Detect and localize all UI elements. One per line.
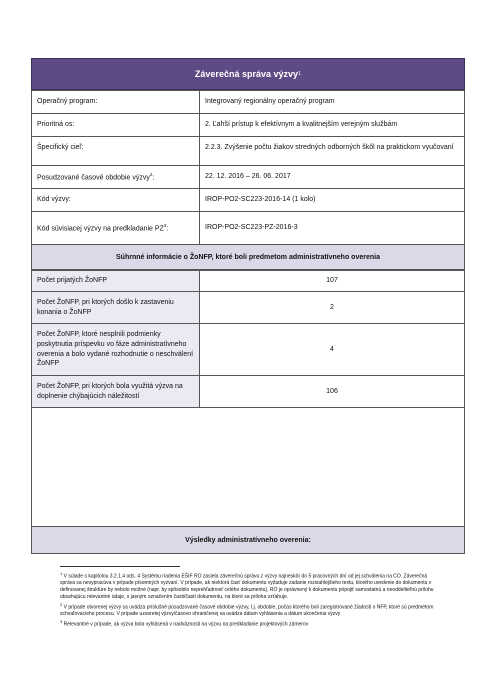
info-label: Kód výzvy: [32,189,200,212]
info-row-priority-axis [32,114,465,137]
info-row-program [32,91,465,114]
info-label: Prioritná os: [32,114,200,137]
summary-stats-table [31,270,465,408]
program-info-table [31,90,465,245]
info-label: Operačný program: [32,91,200,114]
stats-value: 107 [200,271,465,292]
report-title [31,58,465,90]
stats-row-rejected [32,324,465,376]
stats-label: Počet ŽoNFP, ktoré nesplnili podmienky poskytnutia príspevku vo fáze administratívneho overenia a bolo vydané rozhodnutie o neschválení ŽoNFP [32,324,200,376]
results-header: Výsledky administratívneho overenia: [31,527,465,554]
info-value: 2.2.3. Zvýšenie počtu žiakov stredných odborných škôl na praktickom vyučovaní [200,137,465,166]
stats-label: Počet prijatých ŽoNFP [32,271,200,292]
stats-value: 106 [200,376,465,408]
stats-value: 4 [200,324,465,376]
stats-label: Počet ŽoNFP, pri ktorých bola využitá výzva na doplnenie chýbajúcich náležitostí [32,376,200,408]
title-footnote-ref: 1 [298,71,302,77]
footnote-divider [60,566,180,567]
info-value: Integrovaný regionálny operačný program [200,91,465,114]
stats-row-supplemented [32,376,465,408]
info-row-call-code [32,189,465,212]
info-label: Špecifický cieľ: [32,137,200,166]
footnote-item: $^3$ Relevantné v prípade, ak výzva bola vyhlásená v nadväznosti na výzvu na predkladanie projektových zámerov [60,618,309,628]
footnote-item: $^2$ V prípade otvorenej výzvy sa uvádza príslušné posudzované časové obdobie výzvy, t.j. obdobie, počas ktorého boli zaregistrované žiadosti o NFP, ktoré sú predmetom schvaľovacieho procesu. V prípade uzavretej výzvy/časovo ohraničenej sa uvádza dátum vyhlásenia a dátum ukončenia výzvy [60,601,434,618]
info-row-period [32,166,465,189]
info-value: 22. 12. 2016 – 26. 06. 2017 [200,166,465,189]
report-document [31,58,465,554]
footnotes [60,566,440,629]
summary-header: Súhrnné informácie o ŽoNFP, ktoré boli predmetom administratívneho overenia [31,245,465,270]
info-label: Posudzované časové obdobie výzvy$^2$: [32,166,200,189]
info-value: 2. Ľahší prístup k efektívnym a kvalitnejším verejným službám [200,114,465,137]
stats-row-stopped [32,292,465,324]
info-label: Kód súvisiacej výzvy na predkladanie PZ$^3$: [32,212,200,245]
report-title-text: Záverečná správa výzvy [194,69,298,79]
empty-section [31,408,465,527]
info-row-specific-goal [32,137,465,166]
info-row-related-call [32,212,465,245]
footnote-item: $^1$ V súlade s kapitolou 3.2.1.4 ods. 4 Systému riadenia EŠIF RO zasiela záverečnú správu z výzvy najneskôr do 5 pracovných dní od jej schválenia na CO. Záverečná správa sa nevypracúva v prípade písomných vyzvaní. V prípade, ak niektorá časť dokumentu vyžaduje zadanie rozsiahlejšieho textu, ktorého uvedenie do dokumentu v definovanej štruktúre by nebolo možné (napr. by spôsobilo neprehľadnosť celého dokumentu), RO je oprávnený k dokumentu pripojiť samostatnú a neoddeliteľnú prílohu obsahujúcu relevantné údaje, s jasným označením časti/častí dokumentu, na ktoré sa príloha vzťahuje. [60,571,434,600]
info-value: IROP-PO2-SC223-2016-14 (1 kolo) [200,189,465,212]
info-value: IROP-PO2-SC223-PZ-2016-3 [200,212,465,245]
stats-label: Počet ŽoNFP, pri ktorých došlo k zastaveniu konania o ŽoNFP [32,292,200,324]
stats-row-received [32,271,465,292]
stats-value: 2 [200,292,465,324]
